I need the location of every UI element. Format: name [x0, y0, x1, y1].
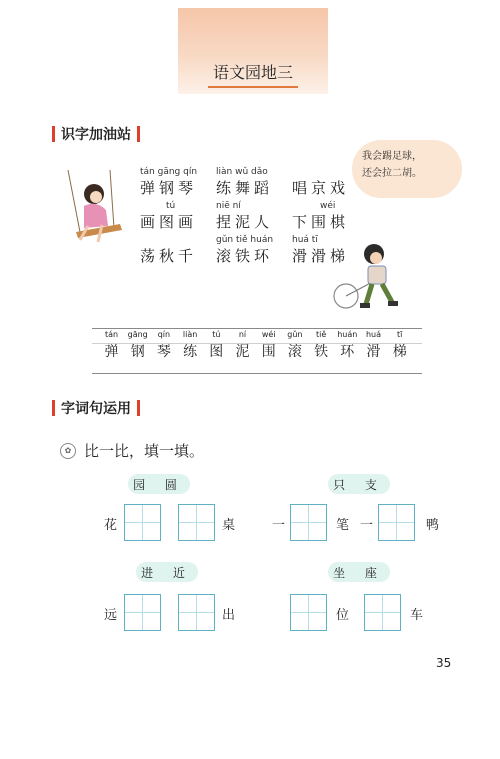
word-item: tán gāng qín 弹钢琴 [140, 167, 198, 197]
word-suffix: 出 [222, 608, 236, 623]
word-item: huá tī 滑滑梯 [292, 235, 350, 265]
word-prefix: 一 [272, 518, 286, 533]
answer-box[interactable] [178, 504, 215, 541]
char-pair-pill: 进 近 [136, 562, 198, 582]
word-item: niē ní 捏泥人 [216, 201, 274, 231]
section-heading-literacy [52, 124, 140, 144]
title-underline [208, 86, 298, 88]
strip-char: qín 琴 [156, 330, 171, 360]
section-title: 字词句运用 [61, 401, 131, 417]
heading-bar-right [137, 126, 140, 142]
strip-char: tiě 铁 [314, 330, 329, 360]
answer-box[interactable] [290, 594, 327, 631]
word-item: gǔn tiě huán 滚铁环 [216, 235, 274, 265]
strip-char: tī 梯 [392, 330, 407, 360]
strip-char: huán 环 [337, 330, 358, 360]
word-middle: 笔 [336, 518, 350, 533]
strip-char: wéi 围 [261, 330, 276, 360]
word-item: liàn wǔ dǎo 练舞蹈 [216, 167, 274, 197]
answer-box[interactable] [124, 504, 161, 541]
char-pair-pill: 园 圆 [128, 474, 190, 494]
strip-char: liàn 练 [182, 330, 198, 360]
strip-char: huá 滑 [365, 330, 382, 360]
page-number: 35 [436, 656, 452, 670]
answer-box[interactable] [290, 504, 327, 541]
answer-box[interactable] [378, 504, 415, 541]
word-prefix: 远 [104, 608, 118, 623]
word-item: 唱京戏 [292, 179, 350, 197]
girl-swing-illustration [48, 170, 130, 250]
word-item: wéi 下围棋 [292, 201, 350, 231]
answer-box[interactable] [364, 594, 401, 631]
word-item: tú 画图画 [140, 201, 198, 231]
word-prefix: 一 [360, 518, 374, 533]
answer-box[interactable] [124, 594, 161, 631]
boy-hoop-illustration [330, 240, 420, 318]
word-suffix: 桌 [222, 518, 236, 533]
page-title: 语文园地三 [212, 63, 293, 82]
word-item: 荡秋千 [140, 247, 198, 265]
speech-bubble: 我会踢足球， 还会拉二胡。 [352, 140, 462, 198]
word-middle: 位 [336, 608, 350, 623]
word-suffix: 车 [410, 608, 424, 623]
section-heading-usage [52, 398, 140, 418]
section-title: 识字加油站 [61, 127, 131, 143]
heading-bar-right [137, 400, 140, 416]
strip-char: tán 弹 [104, 330, 119, 360]
char-pair-pill: 坐 座 [328, 562, 390, 582]
strip-char: gǔn 滚 [287, 330, 303, 360]
strip-char: tú 图 [209, 330, 224, 360]
char-pair-pill: 只 支 [328, 474, 390, 494]
strip-char: gāng 钢 [127, 330, 148, 360]
word-prefix: 花 [104, 518, 118, 533]
heading-bar-left [52, 126, 55, 142]
word-suffix: 鸭 [426, 518, 440, 533]
strip-char: ní 泥 [235, 330, 250, 360]
exercise-icon: ✿ [60, 443, 76, 459]
question [60, 440, 204, 461]
question-text: 比一比，填一填。 [84, 442, 205, 460]
heading-bar-left [52, 400, 55, 416]
answer-box[interactable] [178, 594, 215, 631]
